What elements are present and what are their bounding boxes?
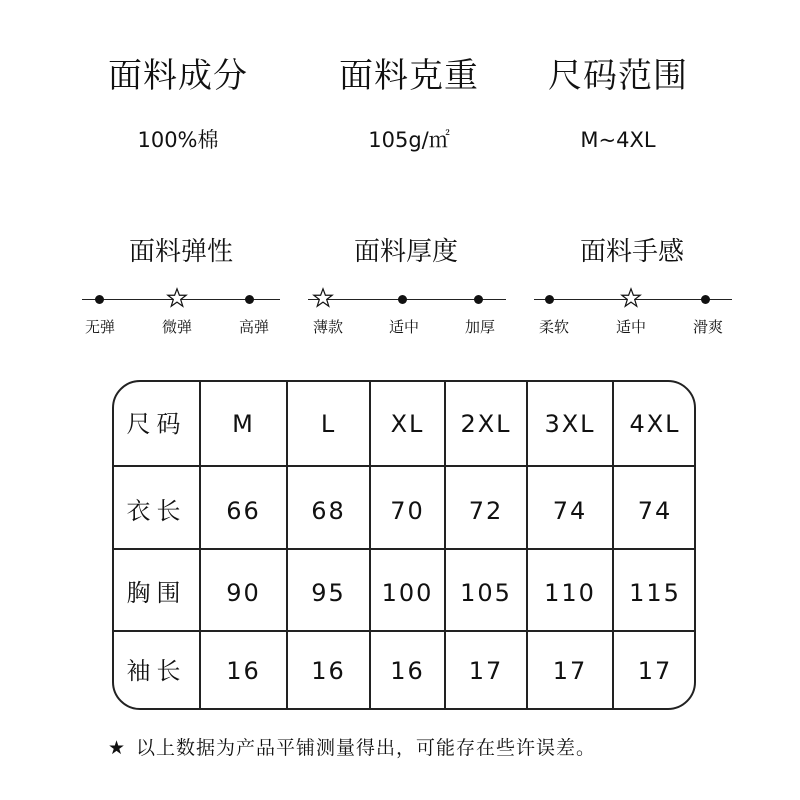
table-cell: 17 bbox=[637, 657, 673, 685]
table-row-divider bbox=[112, 548, 696, 550]
fabric-weight-value: 105g/㎡ bbox=[368, 128, 450, 152]
table-cell: 115 bbox=[629, 579, 681, 607]
table-cell: 105 bbox=[460, 579, 512, 607]
rating-elasticity-title: 面料弹性 bbox=[128, 237, 233, 267]
star-outline-icon bbox=[312, 287, 334, 309]
filled-star-icon: ★ bbox=[108, 737, 127, 759]
table-cell: 95 bbox=[311, 579, 346, 607]
table-header-size: XL bbox=[390, 410, 425, 438]
table-cell: 16 bbox=[390, 657, 425, 685]
rating-label: 适中 bbox=[388, 318, 419, 336]
table-cell: 16 bbox=[226, 657, 261, 685]
table-cell: 17 bbox=[552, 657, 588, 685]
table-row-divider bbox=[112, 630, 696, 632]
rating-dot bbox=[701, 295, 710, 304]
rating-label: 滑爽 bbox=[692, 318, 723, 336]
rating-dot bbox=[545, 295, 554, 304]
rating-label: 无弹 bbox=[84, 318, 115, 336]
table-header-size: 4XL bbox=[629, 410, 681, 438]
rating-label: 适中 bbox=[615, 318, 646, 336]
table-cell: 110 bbox=[544, 579, 596, 607]
rating-dot bbox=[245, 295, 254, 304]
table-row-label: 胸围 bbox=[126, 579, 187, 607]
fabric-weight-title: 面料克重 bbox=[339, 56, 479, 96]
rating-label: 薄款 bbox=[312, 318, 343, 336]
measurement-note bbox=[108, 735, 596, 761]
rating-thickness-title: 面料厚度 bbox=[353, 237, 458, 267]
table-cell: 72 bbox=[468, 497, 504, 525]
table-header-size: 2XL bbox=[460, 410, 512, 438]
size-range-value: M~4XL bbox=[580, 128, 656, 152]
table-cell: 16 bbox=[311, 657, 346, 685]
table-row-label: 袖长 bbox=[126, 657, 187, 685]
table-cell: 70 bbox=[390, 497, 425, 525]
table-cell: 100 bbox=[381, 579, 434, 607]
table-header-size: 3XL bbox=[544, 410, 596, 438]
table-cell: 74 bbox=[552, 497, 588, 525]
star-outline-icon bbox=[620, 287, 642, 309]
rating-label: 加厚 bbox=[464, 318, 495, 336]
table-header-size: L bbox=[320, 410, 337, 438]
rating-label: 高弹 bbox=[238, 318, 269, 336]
rating-dot bbox=[474, 295, 483, 304]
fabric-composition-value: 100%棉 bbox=[137, 128, 219, 152]
table-header-size: M bbox=[232, 410, 255, 438]
table-cell: 74 bbox=[637, 497, 673, 525]
table-cell: 66 bbox=[226, 497, 261, 525]
rating-label: 柔软 bbox=[538, 318, 569, 336]
table-header-label: 尺码 bbox=[126, 410, 187, 438]
fabric-composition-title: 面料成分 bbox=[108, 56, 248, 96]
rating-hand-feel-title: 面料手感 bbox=[579, 237, 684, 267]
table-row-divider bbox=[112, 465, 696, 467]
size-range-title: 尺码范围 bbox=[548, 56, 688, 96]
rating-label: 微弹 bbox=[161, 318, 192, 336]
table-row-label: 衣长 bbox=[126, 497, 187, 525]
star-outline-icon bbox=[166, 287, 188, 309]
table-cell: 90 bbox=[226, 579, 261, 607]
table-cell: 17 bbox=[468, 657, 504, 685]
measurement-note-text: 以上数据为产品平铺测量得出，可能存在些许误差。 bbox=[136, 737, 597, 759]
table-cell: 68 bbox=[311, 497, 346, 525]
rating-dot bbox=[95, 295, 104, 304]
rating-dot bbox=[398, 295, 407, 304]
